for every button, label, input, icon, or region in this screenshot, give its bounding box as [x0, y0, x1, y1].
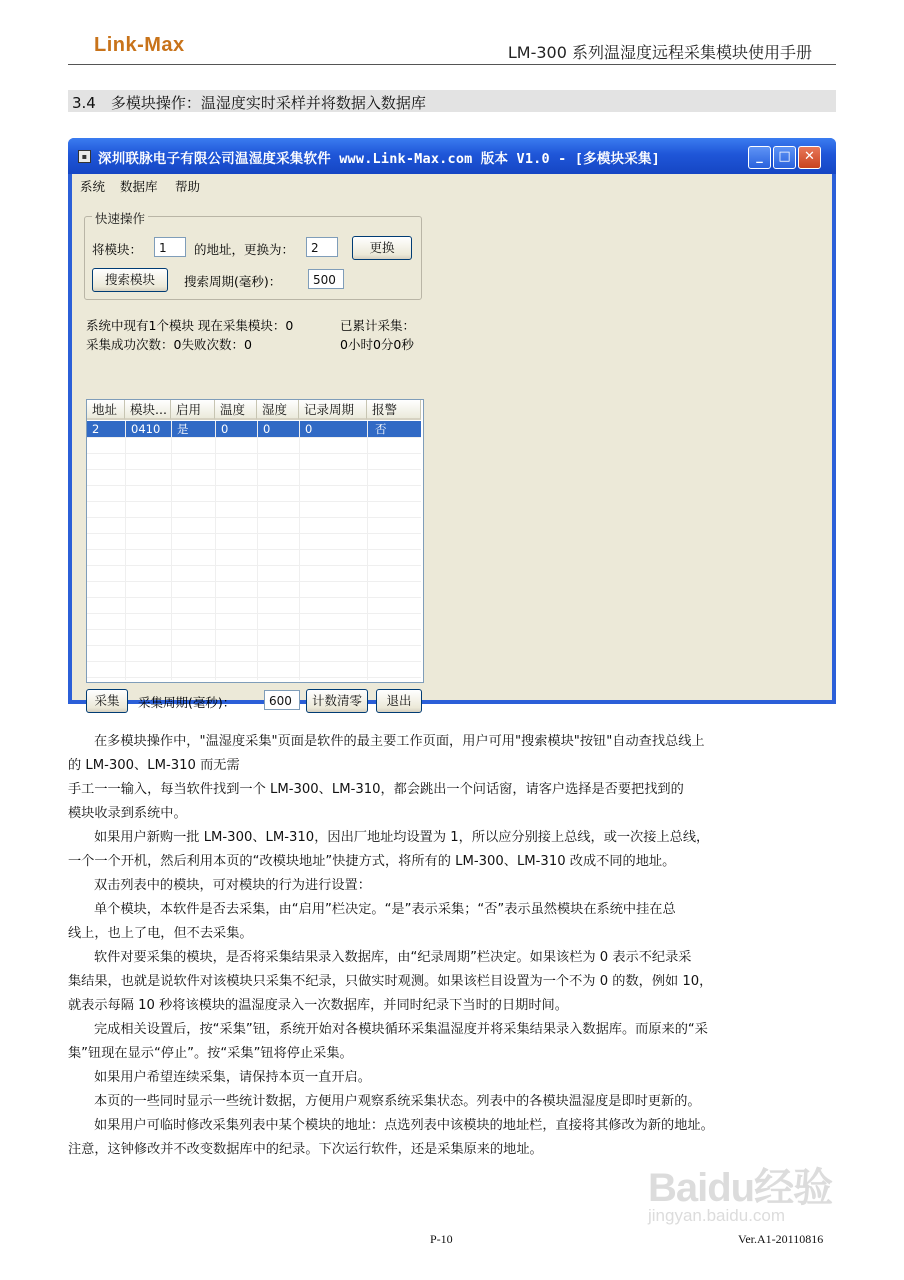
cell-module: 0410 [131, 422, 161, 436]
menu-system[interactable]: 系统 [80, 179, 106, 194]
section-title: 3.4 多模块操作：温湿度实时采样并将数据入数据库 [72, 94, 426, 112]
paragraph-line: 如果用户可临时修改采集列表中某个模块的地址：点选列表中该模块的地址栏，直接将其修改为新的地址。 [94, 1118, 714, 1133]
module-count-text: 系统中现有1个模块 现在采集模块：0 [86, 318, 294, 333]
paragraph-line: 注意，这钟修改并不改变数据库中的纪录。下次运行软件，还是采集原来的地址。 [68, 1142, 543, 1157]
collect-period-input[interactable]: 600 [264, 690, 300, 710]
grid-line [215, 421, 216, 680]
paragraph-line: 的 LM-300、LM-310 而无需 [68, 758, 240, 773]
grid-line [87, 565, 421, 566]
paragraph-line: 在多模块操作中，"温湿度采集"页面是软件的最主要工作页面，用户可用"搜索模块"按钮"自动查找总线上 [94, 734, 705, 749]
collect-button[interactable]: 采集 [86, 689, 128, 713]
watermark-logo: Baidu经验 [648, 1166, 833, 1210]
header-divider [68, 64, 836, 65]
paragraph-line: 如果用户新购一批 LM-300、LM-310，因出厂地址均设置为 1，所以应分别接上总线，或一次接上总线， [94, 830, 710, 845]
new-address-input[interactable]: 2 [306, 237, 338, 257]
grid-line [87, 629, 421, 630]
paragraph-line: 双击列表中的模块，可对模块的行为进行设置： [94, 878, 371, 893]
column-header-enabled[interactable]: 启用 [171, 400, 215, 420]
close-button[interactable]: ✕ [798, 146, 821, 169]
app-window [68, 138, 836, 710]
grid-line [87, 597, 421, 598]
grid-line [367, 421, 368, 680]
search-period-input[interactable]: 500 [308, 269, 344, 289]
version-label: Ver.A1-20110816 [738, 1232, 824, 1246]
window-title: 深圳联脉电子有限公司温湿度采集软件 www.Link-Max.com 版本 V1.0 - [多模块采集] [98, 151, 660, 167]
grid-line [87, 549, 421, 550]
watermark-url: jingyan.baidu.com [648, 1206, 786, 1225]
grid-line [257, 421, 258, 680]
grid-line [87, 437, 421, 438]
cell-record-period: 0 [305, 422, 313, 436]
paragraph-line: 完成相关设置后，按“采集”钮，系统开始对各模块循环采集温湿度并将采集结果录入数据库。而原来的“采 [94, 1022, 708, 1037]
exit-button[interactable]: 退出 [376, 689, 422, 713]
reset-counter-button[interactable]: 计数清零 [306, 689, 368, 713]
cell-enabled: 是 [177, 422, 189, 436]
paragraph-line: 单个模块，本软件是否去采集，由“启用”栏决定。“是”表示采集；“否”表示虽然模块在系统中挂在总 [94, 902, 676, 917]
window-titlebar[interactable] [68, 138, 836, 174]
menu-database[interactable]: 数据库 [120, 179, 158, 194]
paragraph-line: 如果用户希望连续采集，请保持本页一直开启。 [94, 1070, 371, 1085]
column-header-temperature[interactable]: 温度 [215, 400, 257, 420]
collect-period-label: 采集周期(毫秒)： [138, 695, 236, 710]
grid-line [87, 485, 421, 486]
cell-alarm: 否 [375, 422, 387, 436]
paragraph-line: 集”钮现在显示“停止”。按“采集”钮将停止采集。 [68, 1046, 353, 1061]
column-header-humidity[interactable]: 湿度 [257, 400, 299, 420]
change-address-button[interactable]: 更换 [352, 236, 412, 260]
grid-line [87, 613, 421, 614]
grid-line [87, 453, 421, 454]
grid-line [87, 517, 421, 518]
grid-line [87, 501, 421, 502]
grid-line [125, 421, 126, 680]
paragraph-line: 一个一个开机，然后利用本页的“改模块地址”快捷方式，将所有的 LM-300、LM-310 改成不同的地址。 [68, 854, 676, 869]
minimize-button[interactable]: _ [748, 146, 771, 169]
grid-line [87, 581, 421, 582]
grid-line [87, 645, 421, 646]
elapsed-label: 已累计采集： [340, 318, 416, 333]
cell-temperature: 0 [221, 422, 229, 436]
search-period-label: 搜索周期(毫秒)： [184, 274, 282, 289]
cell-humidity: 0 [263, 422, 271, 436]
paragraph-line: 模块收录到系统中。 [68, 806, 187, 821]
column-header-alarm[interactable]: 报警 [367, 400, 421, 420]
paragraph-line: 集结果，也就是说软件对该模块只采集不纪录，只做实时观测。如果该栏目设置为一个不为 0 的数，例如 10， [68, 974, 713, 989]
page-number: P-10 [430, 1232, 453, 1246]
app-icon: ▪ [78, 150, 91, 163]
grid-line [87, 469, 421, 470]
menu-bar [72, 174, 832, 194]
success-fail-count-text: 采集成功次数：0失败次数：0 [86, 337, 252, 352]
grid-line [87, 677, 421, 678]
module-list[interactable] [86, 399, 424, 683]
search-modules-button[interactable]: 搜索模块 [92, 268, 168, 292]
grid-line [87, 661, 421, 662]
column-header-record-period[interactable]: 记录周期 [299, 400, 367, 420]
maximize-button[interactable]: □ [773, 146, 796, 169]
grid-line [171, 421, 172, 680]
grid-line [87, 533, 421, 534]
document-title: LM-300 系列温湿度远程采集模块使用手册 [507, 43, 812, 62]
paragraph-line: 线上，也上了电，但不去采集。 [68, 926, 253, 941]
paragraph-line: 就表示每隔 10 秒将该模块的温湿度录入一次数据库，并同时纪录下当时的日期时间。 [68, 998, 568, 1013]
window-client-area [72, 174, 832, 710]
quick-ops-legend: 快速操作 [92, 209, 148, 227]
cell-address[interactable]: 2 [92, 422, 100, 436]
paragraph-line: 本页的一些同时显示一些统计数据，方便用户观察系统采集状态。列表中的各模块温湿度是即时更新的。 [94, 1094, 701, 1109]
new-address-label: 的地址，更换为： [194, 242, 295, 257]
grid-line [299, 421, 300, 680]
elapsed-time-value: 0小时0分0秒 [340, 337, 414, 352]
column-header-module[interactable]: 模块... [125, 400, 171, 420]
module-address-input[interactable]: 1 [154, 237, 186, 257]
paragraph-line: 软件对要采集的模块，是否将采集结果录入数据库，由“纪录周期”栏决定。如果该栏为 0 表示不纪录采 [94, 950, 692, 965]
brand-logo: Link-Max [94, 34, 185, 56]
module-label: 将模块： [92, 242, 143, 257]
column-header-address[interactable]: 地址 [87, 400, 125, 420]
paragraph-line: 手工一一输入，每当软件找到一个 LM-300、LM-310，都会跳出一个问话窗，请客户选择是否要把找到的 [68, 782, 684, 797]
menu-help[interactable]: 帮助 [175, 179, 201, 194]
